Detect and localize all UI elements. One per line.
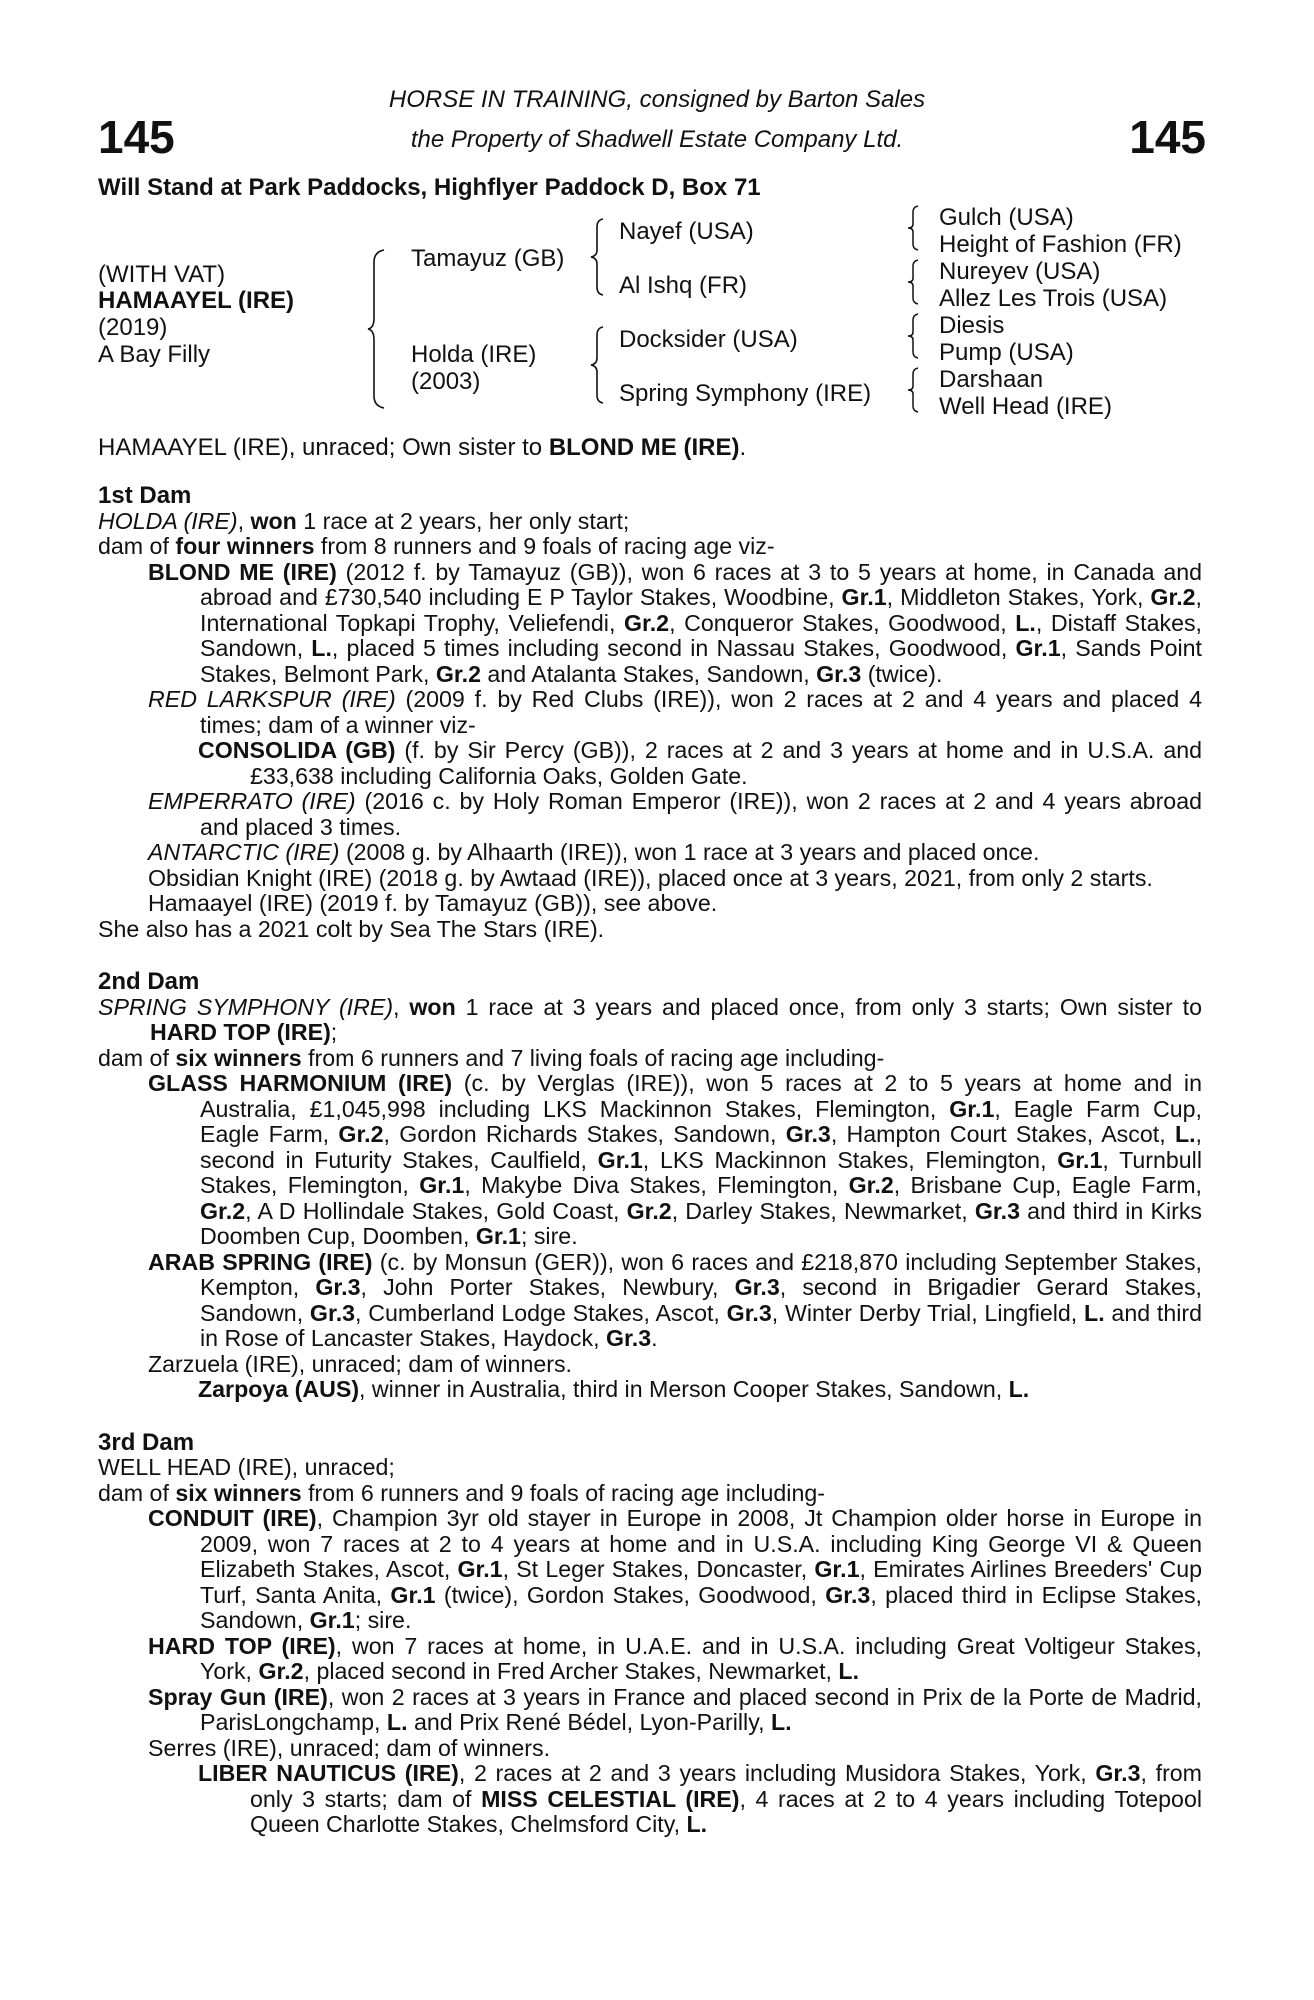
produce-antarctic: ANTARCTIC (IRE) (2008 g. by Alhaarth (IRE)), won 1 race at 3 years and placed once. [148, 839, 1040, 865]
brace-sire [589, 217, 609, 297]
vat-label: (WITH VAT) [98, 261, 226, 288]
brace-ss [906, 204, 924, 252]
second-dam-line: SPRING SYMPHONY (IRE), won 1 race at 3 years and placed once, from only 3 starts; Own sister to HARD TOP (IRE); [98, 993, 1202, 1045]
third-dam-line: WELL HEAD (IRE), unraced; [98, 1454, 395, 1480]
produce-serres: Serres (IRE), unraced; dam of winners. [148, 1734, 551, 1761]
lot-number-left: 145 [98, 111, 175, 163]
second-dam-produce-summary: dam of six winners from 6 runners and 7 living foals of racing age including- [98, 1044, 885, 1071]
g-ssd: Height of Fashion (FR) [939, 231, 1182, 258]
produce-zarpoya: Zarpoya (AUS), winner in Australia, third in Merson Cooper Stakes, Sandown, L. [198, 1376, 1030, 1402]
g-sss: Gulch (USA) [939, 204, 1074, 231]
third-dam-produce-summary: dam of six winners from 6 runners and 9 foals of racing age including- [98, 1479, 825, 1506]
intro-line: HAMAAYEL (IRE), unraced; Own sister to BLOND ME (IRE). [98, 434, 747, 461]
produce-zarzuela: Zarzuela (IRE), unraced; dam of winners. [148, 1350, 572, 1377]
brace-ds [906, 312, 924, 360]
property-line: the Property of Shadwell Estate Company Ltd. [410, 126, 904, 153]
g-sdd: Allez Les Trois (USA) [939, 285, 1168, 312]
dam-dam: Spring Symphony (IRE) [619, 380, 872, 407]
produce-consolida: CONSOLIDA (GB) (f. by Sir Percy (GB)), 2 races at 2 and 3 years at home and in U.S.A. and £33,638 including California Oaks, Golden Gate. [198, 737, 1203, 789]
brace-dam [589, 325, 609, 405]
produce-spray-gun: Spray Gun (IRE), won 2 races at 3 years in France and placed second in Prix de la Porte de Madrid, ParisLongchamp, L. and Prix René Bédel, Lyon-Parilly, L. [148, 1683, 1202, 1735]
dam-name: Holda (IRE) [411, 341, 537, 368]
produce-obsidian-knight: Obsidian Knight (IRE) (2018 g. by Awtaad (IRE)), placed once at 3 years, 2021, from only 2 starts. [148, 864, 1153, 891]
first-dam-line: HOLDA (IRE), won 1 race at 2 years, her only start; [98, 507, 630, 534]
second-dam-heading: 2nd Dam [98, 968, 200, 995]
first-dam-heading: 1st Dam [98, 482, 192, 509]
g-dsd: Pump (USA) [939, 339, 1074, 366]
produce-red-larkspur: RED LARKSPUR (IRE) (2009 f. by Red Clubs (IRE)), won 2 races at 2 and 4 years and placed 4 times; dam of a winner viz- [148, 686, 1203, 738]
sire-dam: Al Ishq (FR) [619, 272, 748, 299]
produce-hamaayel: Hamaayel (IRE) (2019 f. by Tamayuz (GB)), see above. [148, 890, 718, 916]
horse-year: (2019) [98, 314, 168, 341]
produce-conduit: CONDUIT (IRE), Champion 3yr old stayer in Europe in 2008, Jt Champion older horse in Europe in 2009, won 7 races at 2 to 4 years at home and in U.S.A. including King George VI & Queen Elizabeth Stakes, Ascot, Gr.1, St Leger Stakes, Doncaster, Gr.1, Emirates Airlines Breeders' Cup Turf, Santa Anita, Gr.1 (twice), Gordon Stakes, Goodwood, Gr.3, placed third in Eclipse Stakes, Sandown, Gr.1; sire. [148, 1505, 1202, 1633]
brace-main [366, 248, 390, 410]
horse-description: A Bay Filly [98, 341, 211, 368]
produce-glass-harmonium: GLASS HARMONIUM (IRE) (c. by Verglas (IRE)), won 5 races at 2 to 5 years at home and in Australia, £1,045,998 including LKS Mackinnon Stakes, Flemington, Gr.1, Eagle Farm Cup, Eagle Farm, Gr.2, Gordon Richards Stakes, Sandown, Gr.3, Hampton Court Stakes, Ascot, L., second in Futurity Stakes, Caulfield, Gr.1, LKS Mackinnon Stakes, Flemington, Gr.1, Turnbull Stakes, Flemington, Gr.1, Makybe Diva Stakes, Flemington, Gr.2, Brisbane Cup, Eagle Farm, Gr.2, A D Hollindale Stakes, Gold Coast, Gr.2, Darley Stakes, Newmarket, Gr.3 and third in Kirks Doomben Cup, Doomben, Gr.1; sire. [148, 1070, 1203, 1249]
dam-sire: Docksider (USA) [619, 326, 798, 353]
sire-name: Tamayuz (GB) [411, 245, 565, 272]
brace-dd [906, 366, 924, 414]
sire-sire: Nayef (USA) [619, 218, 754, 245]
g-dss: Diesis [939, 312, 1005, 339]
first-dam-produce-summary: dam of four winners from 8 runners and 9 foals of racing age viz- [98, 533, 775, 559]
g-ddd: Well Head (IRE) [939, 393, 1112, 420]
produce-liber-nauticus: LIBER NAUTICUS (IRE), 2 races at 2 and 3 years including Musidora Stakes, York, Gr.3, from only 3 starts; dam of MISS CELESTIAL (IRE), 4 races at 2 to 4 years including Totepool Queen Charlotte Stakes, Chelmsford City, L. [198, 1760, 1203, 1837]
horse-name: HAMAAYEL (IRE) [98, 287, 295, 314]
produce-emperrato: EMPERRATO (IRE) (2016 c. by Holy Roman Emperor (IRE)), won 2 races at 2 and 4 years abroad and placed 3 times. [148, 788, 1202, 840]
lot-number-right: 145 [1129, 111, 1206, 163]
intro-sibling: BLOND ME (IRE) [548, 434, 740, 461]
consignor-line: HORSE IN TRAINING, consigned by Barton Sales [388, 86, 926, 113]
dam-year: (2003) [411, 368, 481, 395]
produce-arab-spring: ARAB SPRING (IRE) (c. by Monsun (GER)), won 6 races and £218,870 including September Stakes, Kempton, Gr.3, John Porter Stakes, Newbury, Gr.3, second in Brigadier Gerard Stakes, Sandown, Gr.3, Cumberland Lodge Stakes, Ascot, Gr.3, Winter Derby Trial, Lingfield, L. and third in Rose of Lancaster Stakes, Haydock, Gr.3. [148, 1248, 1202, 1351]
g-dds: Darshaan [939, 366, 1044, 393]
produce-blond-me: BLOND ME (IRE) (2012 f. by Tamayuz (GB)), won 6 races at 3 to 5 years at home, in Canada and abroad and £730,540 including E P Taylor Stakes, Woodbine, Gr.1, Middleton Stakes, York, Gr.2, International Topkapi Trophy, Veliefendi, Gr.2, Conqueror Stakes, Goodwood, L., Distaff Stakes, Sandown, L., placed 5 times including second in Nassau Stakes, Goodwood, Gr.1, Sands Point Stakes, Belmont Park, Gr.2 and Atalanta Stakes, Sandown, Gr.3 (twice). [148, 558, 1203, 687]
stand-location: Will Stand at Park Paddocks, Highflyer Paddock D, Box 71 [98, 174, 761, 201]
g-sds: Nureyev (USA) [939, 258, 1101, 285]
dam-sections [98, 483, 1202, 1838]
produce-hard-top: HARD TOP (IRE), won 7 races at home, in U.A.E. and in U.S.A. including Great Voltigeur Stakes, York, Gr.2, placed second in Fred Archer Stakes, Newmarket, L. [148, 1632, 1202, 1684]
first-dam-also: She also has a 2021 colt by Sea The Stars (IRE). [98, 915, 605, 942]
brace-sd [906, 258, 924, 306]
third-dam-heading: 3rd Dam [98, 1428, 195, 1456]
